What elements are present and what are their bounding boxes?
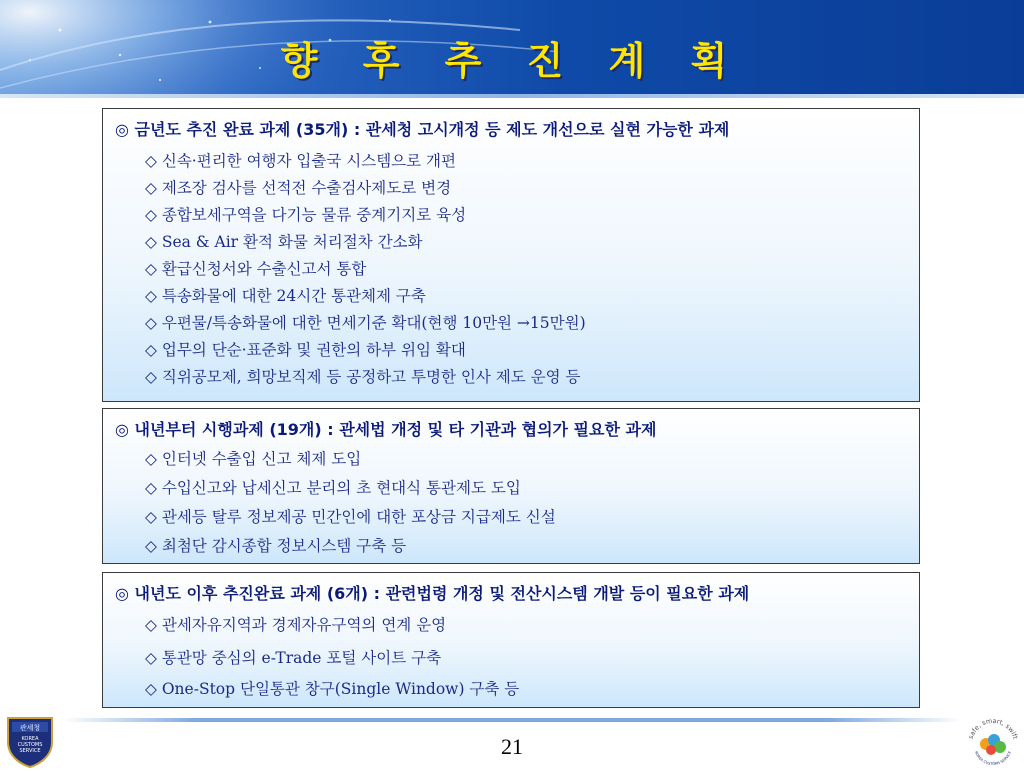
- emblem-label: 관세청: [19, 724, 41, 732]
- emblem-text-korea: KOREA: [21, 736, 39, 742]
- list-item: ◇ 우편물/특송화물에 대한 면세기준 확대(현행 10만원 →15만원): [145, 314, 586, 332]
- logo-slogan: safe, smart, swift: [966, 716, 1020, 740]
- section-heading: ◎ 금년도 추진 완료 과제 (35개) : 관세청 고시개정 등 제도 개선으로 실현 가능한 과제: [115, 120, 730, 139]
- list-item: ◇ 환급신청서와 수출신고서 통합: [145, 260, 367, 278]
- section-panel-after-next-year: [102, 572, 920, 708]
- list-item: ◇ 최첨단 감시종합 정보시스템 구축 등: [145, 537, 407, 555]
- logo-org-name: KOREA CUSTOMS SERVICE: [973, 750, 1013, 767]
- korea-customs-service-emblem-icon: [2, 712, 58, 772]
- list-item: ◇ 특송화물에 대한 24시간 통관체제 구축: [145, 287, 426, 305]
- list-item: ◇ 신속·편리한 여행자 입출국 시스템으로 개편: [145, 152, 456, 170]
- section-panel-next-year: [102, 408, 920, 564]
- emblem-text-service: SERVICE: [19, 748, 41, 754]
- section-heading: ◎ 내년도 이후 추진완료 과제 (6개) : 관련법령 개정 및 전산시스템 개발 등이 필요한 과제: [115, 584, 750, 603]
- list-item: ◇ One-Stop 단일통관 창구(Single Window) 구축 등: [145, 680, 520, 698]
- list-item: ◇ 직위공모제, 희망보직제 등 공정하고 투명한 인사 제도 운영 등: [145, 368, 581, 386]
- list-item: ◇ 인터넷 수출입 신고 체제 도입: [145, 450, 362, 468]
- list-item: ◇ 통관망 중심의 e-Trade 포털 사이트 구축: [145, 649, 442, 667]
- list-item: ◇ Sea & Air 환적 화물 처리절차 간소화: [145, 233, 423, 251]
- banner-underline: [0, 94, 1024, 98]
- section-panel-completed-this-year: [102, 108, 920, 402]
- list-item: ◇ 제조장 검사를 선적전 수출검사제도로 변경: [145, 179, 452, 197]
- slide-title: 향 후 추 진 계 획: [280, 39, 744, 83]
- footer-divider: [62, 718, 962, 722]
- list-item: ◇ 관세자유지역과 경제자유구역의 연계 운영: [145, 616, 447, 634]
- section-heading: ◎ 내년부터 시행과제 (19개) : 관세법 개정 및 타 기관과 협의가 필요한 과제: [115, 420, 657, 439]
- safe-smart-swift-hands-logo-icon: [964, 712, 1022, 772]
- list-item: ◇ 업무의 단순·표준화 및 권한의 하부 위임 확대: [145, 341, 466, 359]
- emblem-text-customs: CUSTOMS: [17, 742, 43, 748]
- page-number: 21: [501, 734, 523, 759]
- list-item: ◇ 종합보세구역을 다기능 물류 중계기지로 육성: [145, 206, 467, 224]
- list-item: ◇ 관세등 탈루 정보제공 민간인에 대한 포상금 지급제도 신설: [145, 508, 556, 526]
- list-item: ◇ 수입신고와 납세신고 분리의 초 현대식 통관제도 도입: [145, 479, 521, 497]
